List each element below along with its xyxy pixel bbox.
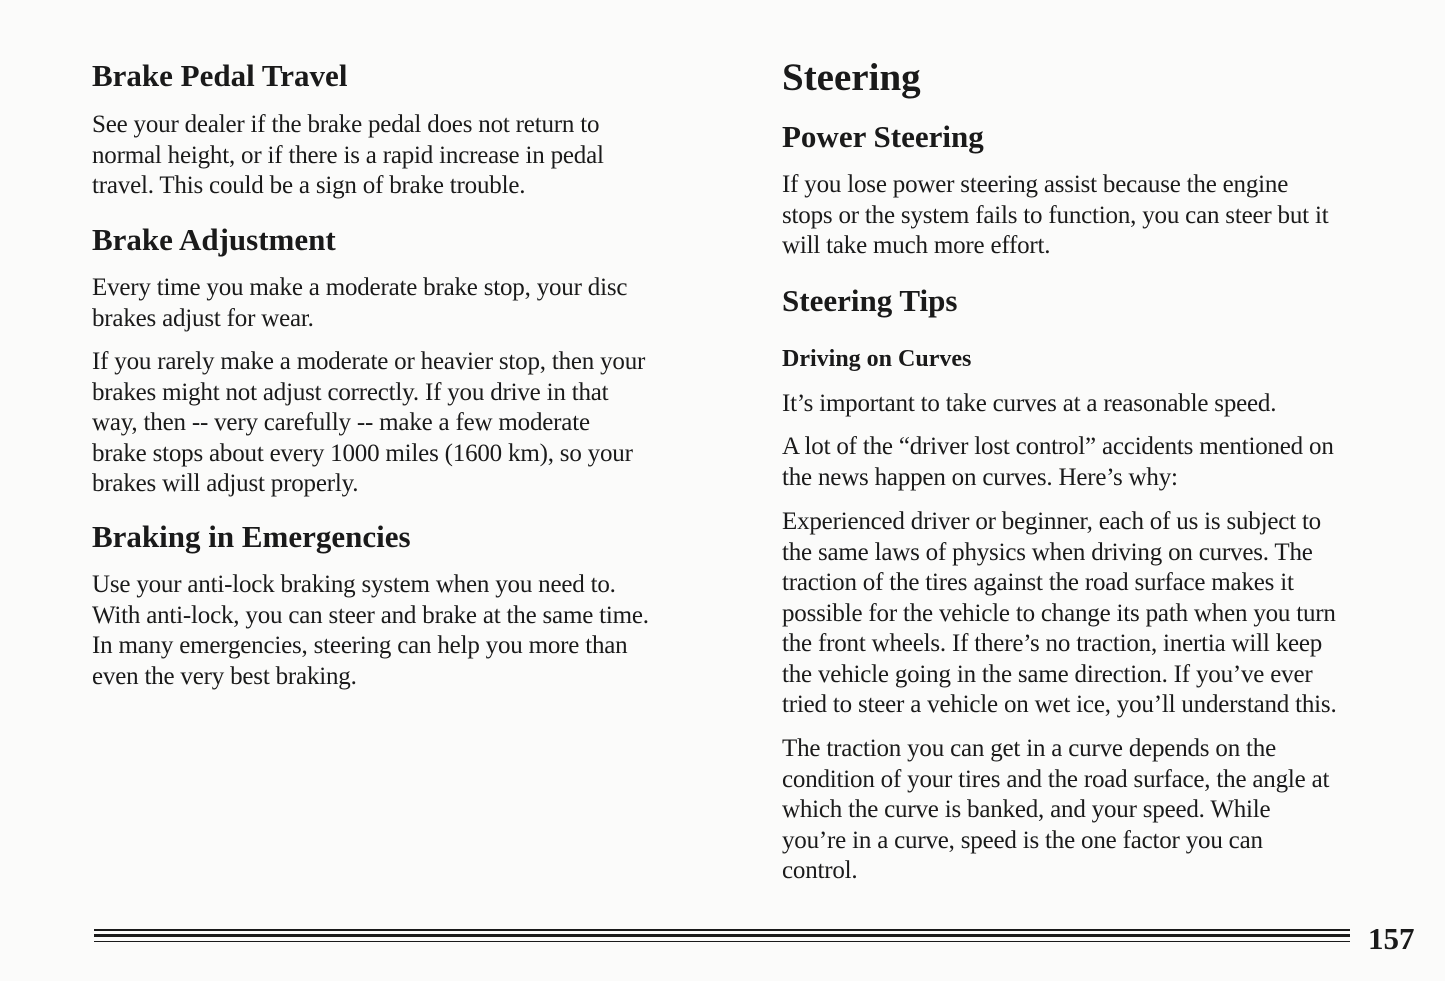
text-line: the front wheels. If there’s no traction, inertia will keep: [782, 630, 1323, 657]
text-line: The traction you can get in a curve depends on the: [782, 735, 1276, 762]
text-line: Use your anti-lock braking system when you need to.: [92, 571, 616, 598]
paragraph-power-steering: [782, 170, 1328, 262]
text-line: tried to steer a vehicle on wet ice, you’ll understand this.: [782, 691, 1337, 718]
text-line: brakes might not adjust correctly. If you drive in that: [92, 378, 609, 406]
footer-rule-bottom: [94, 941, 1350, 942]
text-line: Every time you make a moderate brake stop, your disc: [92, 274, 628, 301]
text-line: even the very best braking.: [92, 662, 357, 690]
heading-braking-in-emergencies: Braking in Emergencies: [92, 519, 411, 554]
text-line: normal height, or if there is a rapid increase in pedal: [92, 141, 604, 169]
paragraph-curves-2: [782, 432, 1334, 493]
text-line: stops or the system fails to function, you can steer but it: [782, 201, 1329, 229]
paragraph-brake-adjustment-1: [92, 273, 627, 334]
text-line: brakes adjust for wear.: [92, 304, 314, 332]
text-line: In many emergencies, steering can help you more than: [92, 632, 628, 659]
text-line: Experienced driver or beginner, each of us is subject to: [782, 508, 1321, 535]
paragraph-curves-3: [782, 507, 1337, 721]
paragraph-brake-pedal-travel: [92, 110, 604, 202]
footer-rule-middle: [94, 934, 1350, 937]
text-line: the news happen on curves. Here’s why:: [782, 463, 1178, 491]
paragraph-brake-adjustment-2: [92, 347, 645, 500]
heading-brake-adjustment: Brake Adjustment: [92, 222, 336, 257]
heading-steering-tips: Steering Tips: [782, 283, 958, 318]
subheading-driving-on-curves: Driving on Curves: [782, 346, 972, 372]
text-line: the same laws of physics when driving on curves. The: [782, 538, 1313, 566]
paragraph-braking-in-emergencies: [92, 570, 649, 692]
page-number: 157: [1368, 921, 1415, 956]
text-line: brakes will adjust properly.: [92, 470, 359, 497]
text-line: If you lose power steering assist because the engine: [782, 171, 1289, 198]
text-line: With anti-lock, you can steer and brake at the same time.: [92, 601, 649, 629]
paragraph-curves-1: [782, 389, 1276, 420]
text-line: See your dealer if the brake pedal does not return to: [92, 111, 600, 138]
text-line: travel. This could be a sign of brake trouble.: [92, 172, 526, 199]
text-line: brake stops about every 1000 miles (1600 km), so your: [92, 439, 633, 467]
text-line: A lot of the “driver lost control” accidents mentioned on: [782, 433, 1334, 460]
paragraph-curves-4: [782, 734, 1329, 887]
footer-rule-top: [94, 929, 1350, 931]
text-line: will take much more effort.: [782, 232, 1051, 259]
text-line: you’re in a curve, speed is the one factor you can: [782, 826, 1263, 854]
text-line: control.: [782, 857, 858, 884]
text-line: traction of the tires against the road surface makes it: [782, 569, 1294, 596]
text-line: which the curve is banked, and your speed. While: [782, 796, 1271, 823]
text-line: possible for the vehicle to change its path when you turn: [782, 599, 1336, 627]
text-line: condition of your tires and the road surface, the angle at: [782, 765, 1330, 793]
heading-power-steering: Power Steering: [782, 119, 984, 154]
heading-brake-pedal-travel: Brake Pedal Travel: [92, 58, 348, 93]
section-title-steering: Steering: [782, 56, 921, 99]
text-line: If you rarely make a moderate or heavier stop, then your: [92, 348, 646, 375]
text-line: the vehicle going in the same direction. If you’ve ever: [782, 660, 1313, 688]
text-line: way, then -- very carefully -- make a few moderate: [92, 409, 590, 436]
text-line: It’s important to take curves at a reasonable speed.: [782, 390, 1277, 417]
